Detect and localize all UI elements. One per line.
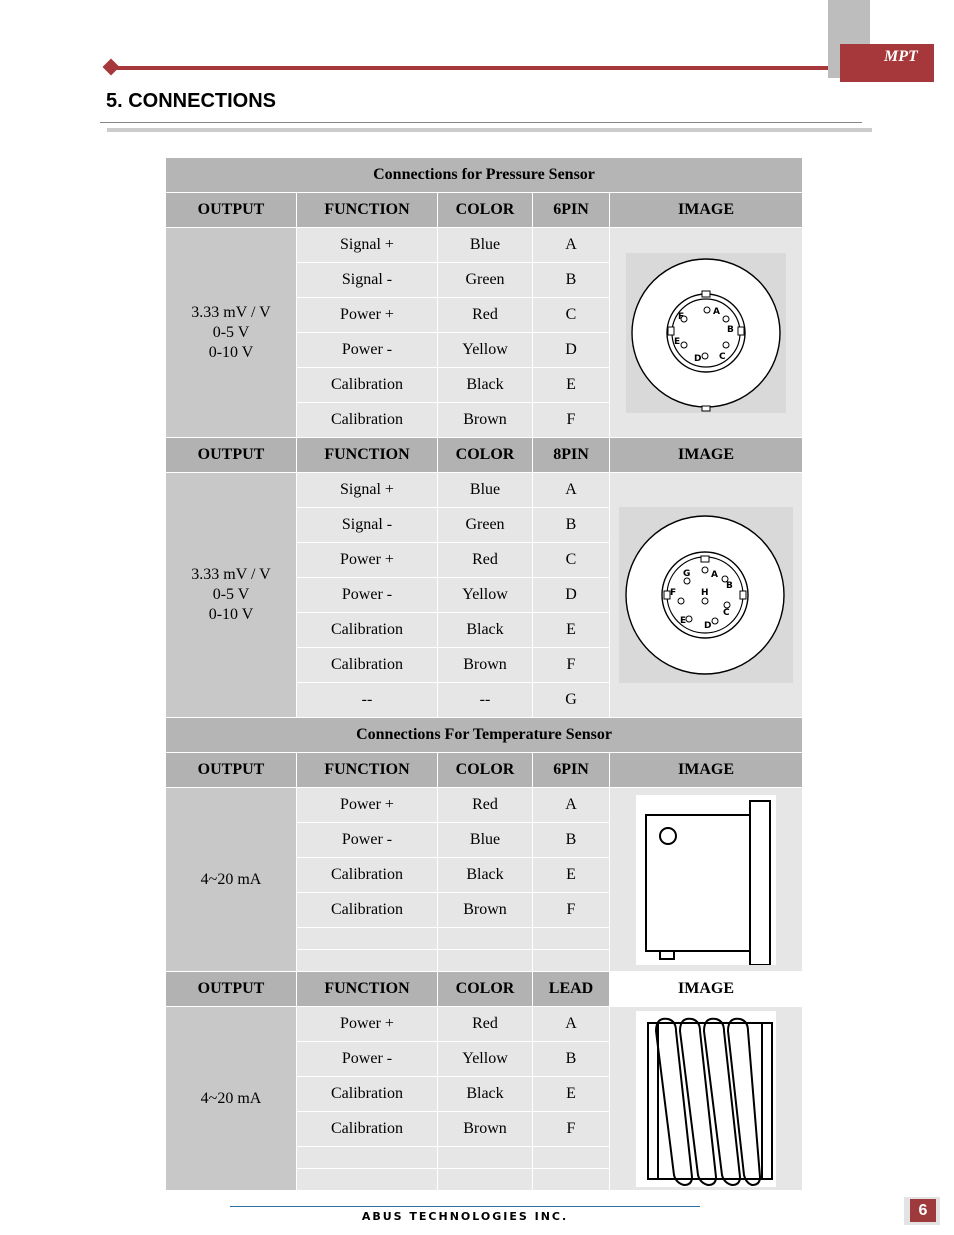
header-row <box>166 438 803 473</box>
output-line: 3.33 mV / V <box>191 566 271 583</box>
color-cell: Red <box>438 788 533 823</box>
pin-cell: A <box>533 473 610 508</box>
header-row <box>166 193 803 228</box>
pin-cell <box>533 950 610 972</box>
function-cell: Power + <box>297 1007 438 1042</box>
col-header-image: IMAGE <box>610 753 803 788</box>
output-cell: 4~20 mA <box>166 1007 297 1191</box>
pin-cell: F <box>533 403 610 438</box>
function-cell: Power - <box>297 823 438 858</box>
pin-label: C <box>723 608 730 618</box>
pin-label: D <box>694 353 702 364</box>
pin-cell: C <box>533 298 610 333</box>
pin-cell: B <box>533 263 610 298</box>
color-cell: Blue <box>438 473 533 508</box>
pin-cell: F <box>533 648 610 683</box>
pin-cell <box>533 1169 610 1191</box>
image-cell <box>610 228 803 438</box>
function-cell: Power + <box>297 543 438 578</box>
col-header-color: COLOR <box>438 753 533 788</box>
color-cell: Brown <box>438 648 533 683</box>
function-cell: Calibration <box>297 1077 438 1112</box>
function-cell: Calibration <box>297 613 438 648</box>
pin-cell: G <box>533 683 610 718</box>
pin-cell: A <box>533 228 610 263</box>
pin-label: G <box>683 569 691 579</box>
output-cell <box>166 228 297 438</box>
col-header-output: OUTPUT <box>166 972 297 1007</box>
pin-label: F <box>678 311 685 322</box>
function-cell <box>297 1169 438 1191</box>
temperature-section-title: Connections For Temperature Sensor <box>166 718 803 753</box>
col-header-lead: LEAD <box>533 972 610 1007</box>
page-title: 5. CONNECTIONS <box>106 90 277 112</box>
table-row <box>166 473 803 508</box>
output-line: 3.33 mV / V <box>191 303 271 321</box>
output-line: 0-10 V <box>208 606 254 623</box>
function-cell: Power - <box>297 578 438 613</box>
col-header-color: COLOR <box>438 193 533 228</box>
function-cell: -- <box>297 683 438 718</box>
col-header-pin: 6PIN <box>533 193 610 228</box>
pin-label: H <box>701 588 709 598</box>
image-cell <box>610 788 803 972</box>
pin-cell: A <box>533 1007 610 1042</box>
output-cell <box>166 473 297 718</box>
color-cell: Green <box>438 263 533 298</box>
function-cell: Signal + <box>297 473 438 508</box>
color-cell <box>438 1169 533 1191</box>
pin-cell: D <box>533 578 610 613</box>
pin-label: D <box>704 621 712 631</box>
table-row <box>166 1007 803 1042</box>
pin-cell: E <box>533 1077 610 1112</box>
function-cell: Signal - <box>297 508 438 543</box>
pin-cell: B <box>533 1042 610 1077</box>
color-cell: Red <box>438 1007 533 1042</box>
col-header-pin: 8PIN <box>533 438 610 473</box>
page-number: 6 <box>910 1199 936 1222</box>
pin-cell: E <box>533 613 610 648</box>
color-cell: -- <box>438 683 533 718</box>
header-row <box>166 972 803 1007</box>
pin-cell: F <box>533 893 610 928</box>
pressure-section-title: Connections for Pressure Sensor <box>166 158 803 193</box>
pin-cell: F <box>533 1112 610 1147</box>
pin-label: E <box>674 336 681 347</box>
color-cell <box>438 928 533 950</box>
color-cell: Yellow <box>438 1042 533 1077</box>
color-cell: Blue <box>438 823 533 858</box>
pin-cell <box>533 1147 610 1169</box>
function-cell <box>297 928 438 950</box>
col-header-image: IMAGE <box>610 438 803 473</box>
pin-label: B <box>726 581 733 591</box>
footer-company: ABUS TECHNOLOGIES INC. <box>361 1210 569 1223</box>
function-cell: Calibration <box>297 368 438 403</box>
col-header-color: COLOR <box>438 972 533 1007</box>
function-cell: Calibration <box>297 893 438 928</box>
pin-label: A <box>713 306 720 317</box>
function-cell: Calibration <box>297 1112 438 1147</box>
output-line: 0-5 V <box>212 323 250 341</box>
function-cell: Calibration <box>297 648 438 683</box>
header-rule <box>112 66 828 70</box>
pin-label: B <box>727 324 734 335</box>
output-cell: 4~20 mA <box>166 788 297 972</box>
image-cell <box>610 473 803 718</box>
col-header-function: FUNCTION <box>297 972 438 1007</box>
col-header-function: FUNCTION <box>297 753 438 788</box>
pin-cell: C <box>533 543 610 578</box>
image-cell <box>610 1007 803 1191</box>
col-header-image: IMAGE <box>610 972 803 1007</box>
output-line: 0-10 V <box>208 343 254 361</box>
pin-cell <box>533 928 610 950</box>
function-cell: Power + <box>297 298 438 333</box>
color-cell: Green <box>438 508 533 543</box>
sensor-housing-diagram <box>636 795 776 965</box>
color-cell <box>438 950 533 972</box>
pin-cell: B <box>533 508 610 543</box>
connector-8pin-diagram <box>619 507 793 683</box>
color-cell: Blue <box>438 228 533 263</box>
col-header-output: OUTPUT <box>166 438 297 473</box>
col-header-pin: 6PIN <box>533 753 610 788</box>
pin-cell: B <box>533 823 610 858</box>
function-cell: Calibration <box>297 858 438 893</box>
footer-rule <box>230 1206 700 1207</box>
pin-cell: A <box>533 788 610 823</box>
pin-cell: E <box>533 368 610 403</box>
color-cell: Brown <box>438 893 533 928</box>
pin-cell: D <box>533 333 610 368</box>
col-header-output: OUTPUT <box>166 193 297 228</box>
function-cell <box>297 1147 438 1169</box>
color-cell: Black <box>438 1077 533 1112</box>
col-header-color: COLOR <box>438 438 533 473</box>
pin-label: C <box>719 351 726 362</box>
function-cell: Power + <box>297 788 438 823</box>
output-line: 0-5 V <box>212 586 250 603</box>
table-row <box>166 228 803 263</box>
color-cell: Black <box>438 858 533 893</box>
color-cell: Yellow <box>438 333 533 368</box>
col-header-image: IMAGE <box>610 193 803 228</box>
color-cell: Yellow <box>438 578 533 613</box>
pin-cell: E <box>533 858 610 893</box>
function-cell: Signal + <box>297 228 438 263</box>
color-cell: Brown <box>438 403 533 438</box>
color-cell <box>438 1147 533 1169</box>
color-cell: Brown <box>438 1112 533 1147</box>
title-shadow-rule <box>107 128 872 132</box>
connections-table <box>165 157 803 1191</box>
function-cell: Power - <box>297 333 438 368</box>
color-cell: Red <box>438 298 533 333</box>
function-cell: Calibration <box>297 403 438 438</box>
color-cell: Red <box>438 543 533 578</box>
header-diamond-icon <box>103 59 120 76</box>
connector-6pin-diagram <box>626 253 786 413</box>
pin-label: F <box>670 588 677 598</box>
color-cell: Black <box>438 613 533 648</box>
header-row <box>166 753 803 788</box>
table-row <box>166 788 803 823</box>
color-cell: Black <box>438 368 533 403</box>
col-header-function: FUNCTION <box>297 438 438 473</box>
function-cell <box>297 950 438 972</box>
col-header-output: OUTPUT <box>166 753 297 788</box>
pin-label: A <box>711 570 718 580</box>
title-rule <box>100 122 862 123</box>
col-header-function: FUNCTION <box>297 193 438 228</box>
function-cell: Power - <box>297 1042 438 1077</box>
brand-label: MPT <box>884 48 918 65</box>
pin-label: E <box>680 616 687 626</box>
coil-lead-diagram <box>636 1011 776 1187</box>
function-cell: Signal - <box>297 263 438 298</box>
